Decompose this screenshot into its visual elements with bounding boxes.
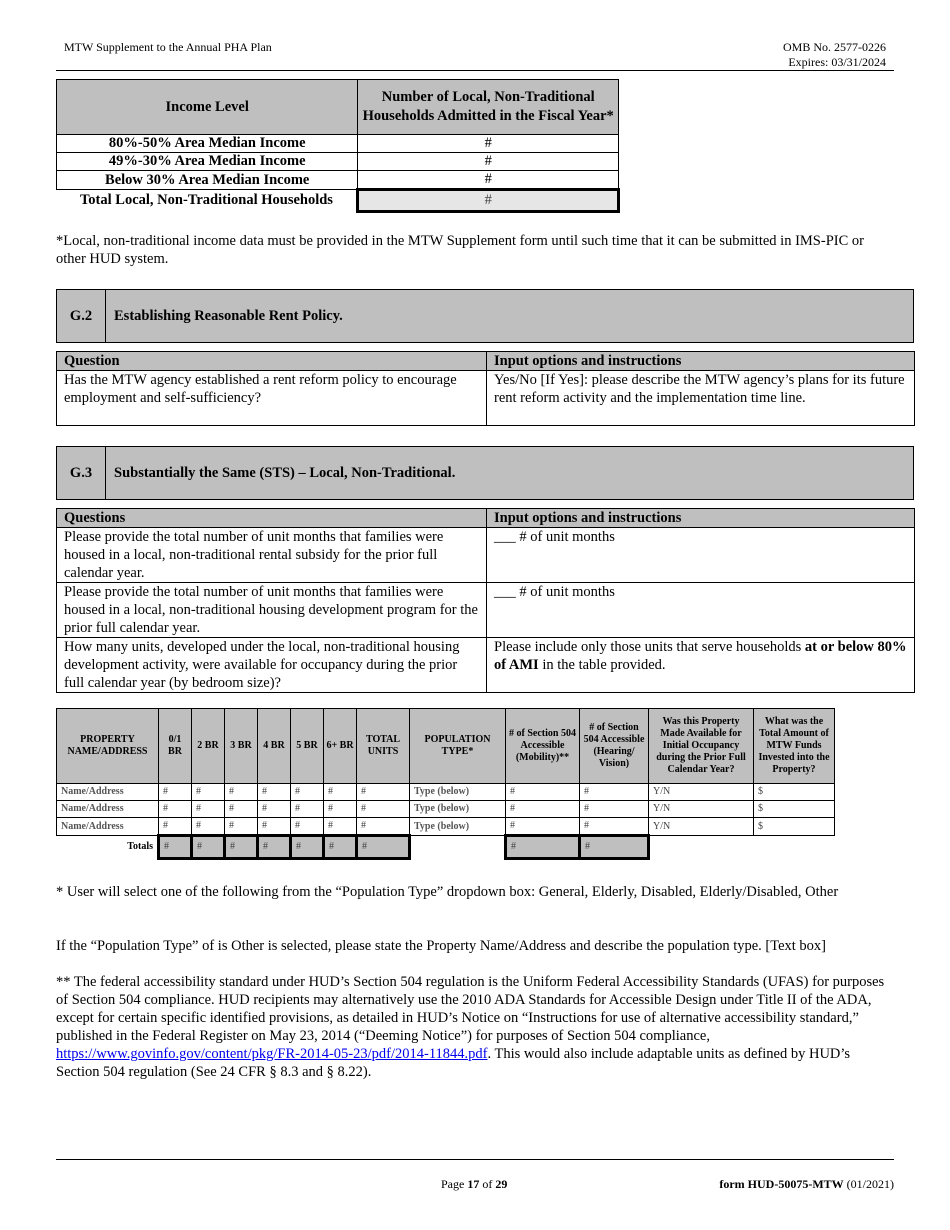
hearing-vision-cell[interactable]: # <box>580 784 649 801</box>
g3-question-table <box>56 508 915 693</box>
br2-cell[interactable]: # <box>192 784 225 801</box>
answer-instructions <box>487 638 915 693</box>
total-br2[interactable]: # <box>192 836 225 859</box>
income-row-label: 49%-30% Area Median Income <box>57 153 358 171</box>
total-br5[interactable]: # <box>291 836 324 859</box>
income-row-value[interactable]: # <box>358 171 619 190</box>
section-number: G.2 <box>57 290 106 342</box>
income-total-label: Total Local, Non-Traditional Households <box>79 192 333 208</box>
section-title: Establishing Reasonable Rent Policy. <box>114 308 343 324</box>
col-header-mtw-funds: What was the Total Amount of MTW Funds Invested into the Property? <box>754 709 835 784</box>
population-type-cell[interactable]: Type (below) <box>410 818 506 836</box>
col-header-total-units: TOTAL UNITS <box>357 709 410 784</box>
initial-occupancy-cell[interactable]: Y/N <box>649 818 754 836</box>
table-row <box>57 135 619 153</box>
page-number <box>441 1177 507 1192</box>
income-row-label: Below 30% Area Median Income <box>57 171 358 190</box>
input-options-header: Input options and instructions <box>487 352 915 371</box>
col-header-504-mobility: # of Section 504 Accessible (Mobility)** <box>506 709 580 784</box>
federal-register-link[interactable]: https://www.govinfo.gov/content/pkg/FR-2014-05-23/pdf/2014-11844.pdf <box>56 1046 488 1062</box>
br3-cell[interactable]: # <box>225 801 258 818</box>
br5-cell[interactable]: # <box>291 801 324 818</box>
mtw-funds-cell[interactable]: $ <box>754 818 835 836</box>
current-page: 17 <box>467 1177 480 1191</box>
col-header-br3: 3 BR <box>225 709 258 784</box>
table-row <box>57 371 915 426</box>
br4-cell[interactable]: # <box>258 818 291 836</box>
empty-cell <box>410 836 506 859</box>
question-text: Has the MTW agency established a rent reform policy to encourage employment and self-sufficiency? <box>57 371 487 426</box>
question-header: Question <box>57 352 487 371</box>
section-number: G.3 <box>57 447 106 499</box>
col-header-br5: 5 BR <box>291 709 324 784</box>
br01-cell[interactable]: # <box>159 801 192 818</box>
table-row <box>57 153 619 171</box>
total-br6[interactable]: # <box>324 836 357 859</box>
mobility-cell[interactable]: # <box>506 818 580 836</box>
totals-row <box>57 836 835 859</box>
total-mobility[interactable]: # <box>506 836 580 859</box>
table-row <box>57 583 915 638</box>
answer-field[interactable]: ___ # of unit months <box>487 528 915 583</box>
initial-occupancy-cell[interactable]: Y/N <box>649 784 754 801</box>
income-row-label: 80%-50% Area Median Income <box>57 135 358 153</box>
header-rule <box>56 70 894 71</box>
table-row <box>57 784 835 801</box>
section-g3-header <box>56 446 914 500</box>
col-header-initial-occupancy: Was this Property Made Available for Initial Occupancy during the Prior Full Calendar Year? <box>649 709 754 784</box>
page-word: Page <box>441 1177 468 1191</box>
section-g2-header <box>56 289 914 343</box>
br3-cell[interactable]: # <box>225 818 258 836</box>
header-omb-block <box>783 40 886 70</box>
property-name-cell[interactable]: Name/Address <box>57 818 159 836</box>
empty-cell <box>649 836 754 859</box>
property-units-table <box>56 708 835 860</box>
question-text: How many units, developed under the local, non-traditional housing development activity, were available for occupancy during the prior full calendar year (by bedroom size)? <box>57 638 487 693</box>
mtw-funds-cell[interactable]: $ <box>754 784 835 801</box>
income-level-header: Income Level <box>57 80 358 135</box>
table-row <box>57 801 835 818</box>
total-br4[interactable]: # <box>258 836 291 859</box>
col-header-504-hearing-vision: # of Section 504 Accessible (Hearing/ Vision) <box>580 709 649 784</box>
instruction-text: in the table provided. <box>538 657 666 673</box>
table-row-total <box>57 190 619 212</box>
col-header-br4: 4 BR <box>258 709 291 784</box>
total-pages: 29 <box>495 1177 508 1191</box>
households-admitted-header: Number of Local, Non-Traditional Households Admitted in the Fiscal Year* <box>358 80 619 135</box>
input-options-header: Input options and instructions <box>487 509 915 528</box>
income-note: *Local, non-traditional income data must be provided in the MTW Supplement form until such time that it can be submitted in IMS-PIC or other HUD system. <box>56 233 864 267</box>
total-units-cell[interactable]: # <box>357 784 410 801</box>
form-number: form HUD-50075-MTW <box>719 1177 844 1191</box>
footer-rule <box>56 1159 894 1160</box>
initial-occupancy-cell[interactable]: Y/N <box>649 801 754 818</box>
br6-cell[interactable]: # <box>324 801 357 818</box>
table-row <box>57 528 915 583</box>
population-type-note: * User will select one of the following from the “Population Type” dropdown box: General, Elderly, Disabled, Elderly/Disabled, Other <box>56 884 839 900</box>
table-row <box>57 171 619 190</box>
mobility-cell[interactable]: # <box>506 801 580 818</box>
income-total-value[interactable]: # <box>358 190 619 212</box>
other-population-note: If the “Population Type” of is Other is selected, please state the Property Name/Address and describe the population type. [Text box] <box>56 938 827 954</box>
income-row-value[interactable]: # <box>358 135 619 153</box>
col-header-br2: 2 BR <box>192 709 225 784</box>
total-units-sum[interactable]: # <box>357 836 410 859</box>
income-row-value[interactable]: # <box>358 153 619 171</box>
property-name-cell[interactable]: Name/Address <box>57 784 159 801</box>
form-id <box>719 1177 894 1192</box>
total-br01[interactable]: # <box>159 836 192 859</box>
total-hearing-vision[interactable]: # <box>580 836 649 859</box>
omb-number: OMB No. 2577-0226 <box>782 40 886 54</box>
instruction-emphasis: at or below 80% of AMI <box>494 639 907 673</box>
expiration-date: Expires: 03/31/2024 <box>788 55 886 69</box>
col-header-property: PROPERTY NAME/ADDRESS <box>57 709 159 784</box>
totals-label: Totals <box>127 841 153 853</box>
header-title: MTW Supplement to the Annual PHA Plan <box>64 40 272 54</box>
question-text: Please provide the total number of unit months that families were housed in a local, non-traditional rental subsidy for the prior full calendar year. <box>57 528 487 583</box>
br01-cell[interactable]: # <box>159 818 192 836</box>
total-units-cell[interactable]: # <box>357 818 410 836</box>
answer-field[interactable]: ___ # of unit months <box>487 583 915 638</box>
instruction-text: Please include only those units that serve households <box>494 639 805 655</box>
population-type-cell[interactable]: Type (below) <box>410 784 506 801</box>
br3-cell[interactable]: # <box>225 784 258 801</box>
property-name-cell[interactable]: Name/Address <box>57 801 159 818</box>
mtw-funds-cell[interactable]: $ <box>754 801 835 818</box>
br4-cell[interactable]: # <box>258 784 291 801</box>
br2-cell[interactable]: # <box>192 801 225 818</box>
br01-cell[interactable]: # <box>159 784 192 801</box>
note-text: ** The federal accessibility standard under HUD’s Section 504 regulation is the Uniform Federal Accessibility Standards (UFAS) for purposes of Section 504 compliance. HUD recipients may alternatively use the 2010 ADA Standards for Accessible Design under Title II of the ADA, except for certain specific identified provisions, as detailed in HUD’s Notice on “Instructions for use of alternative accessibility standard,” published in the Federal Register on May 23, 2014 (“Deeming Notice”) for purposes of Section 504 compliance, <box>56 974 885 1044</box>
mobility-cell[interactable]: # <box>506 784 580 801</box>
section-title: Substantially the Same (STS) – Local, Non-Traditional. <box>114 465 456 481</box>
br5-cell[interactable]: # <box>291 784 324 801</box>
question-text: Please provide the total number of unit months that families were housed in a local, non-traditional housing development program for the prior full calendar year. <box>57 583 487 638</box>
form-date: (01/2021) <box>843 1177 894 1191</box>
total-units-cell[interactable]: # <box>357 801 410 818</box>
note-text: . This would also include adaptable units as defined by HUD’s Section 504 regulation (See 24 CFR § 8.3 and § 8.22). <box>56 1046 851 1080</box>
questions-header: Questions <box>57 509 487 528</box>
col-header-br01: 0/1 BR <box>159 709 192 784</box>
hearing-vision-cell[interactable]: # <box>580 801 649 818</box>
col-header-br6: 6+ BR <box>324 709 357 784</box>
population-type-cell[interactable]: Type (below) <box>410 801 506 818</box>
table-row <box>57 638 915 693</box>
br6-cell[interactable]: # <box>324 818 357 836</box>
br5-cell[interactable]: # <box>291 818 324 836</box>
answer-instructions[interactable]: Yes/No [If Yes]: please describe the MTW agency’s plans for its future rent reform activity and the implementation time line. <box>487 371 915 426</box>
col-header-population-type: POPULATION TYPE* <box>410 709 506 784</box>
br6-cell[interactable]: # <box>324 784 357 801</box>
br4-cell[interactable]: # <box>258 801 291 818</box>
income-level-table <box>56 79 620 213</box>
br2-cell[interactable]: # <box>192 818 225 836</box>
total-br3[interactable]: # <box>225 836 258 859</box>
of-word: of <box>479 1177 496 1191</box>
hearing-vision-cell[interactable]: # <box>580 818 649 836</box>
g2-question-table <box>56 351 915 426</box>
section-504-note <box>56 973 896 1081</box>
table-row <box>57 818 835 836</box>
empty-cell <box>754 836 835 859</box>
